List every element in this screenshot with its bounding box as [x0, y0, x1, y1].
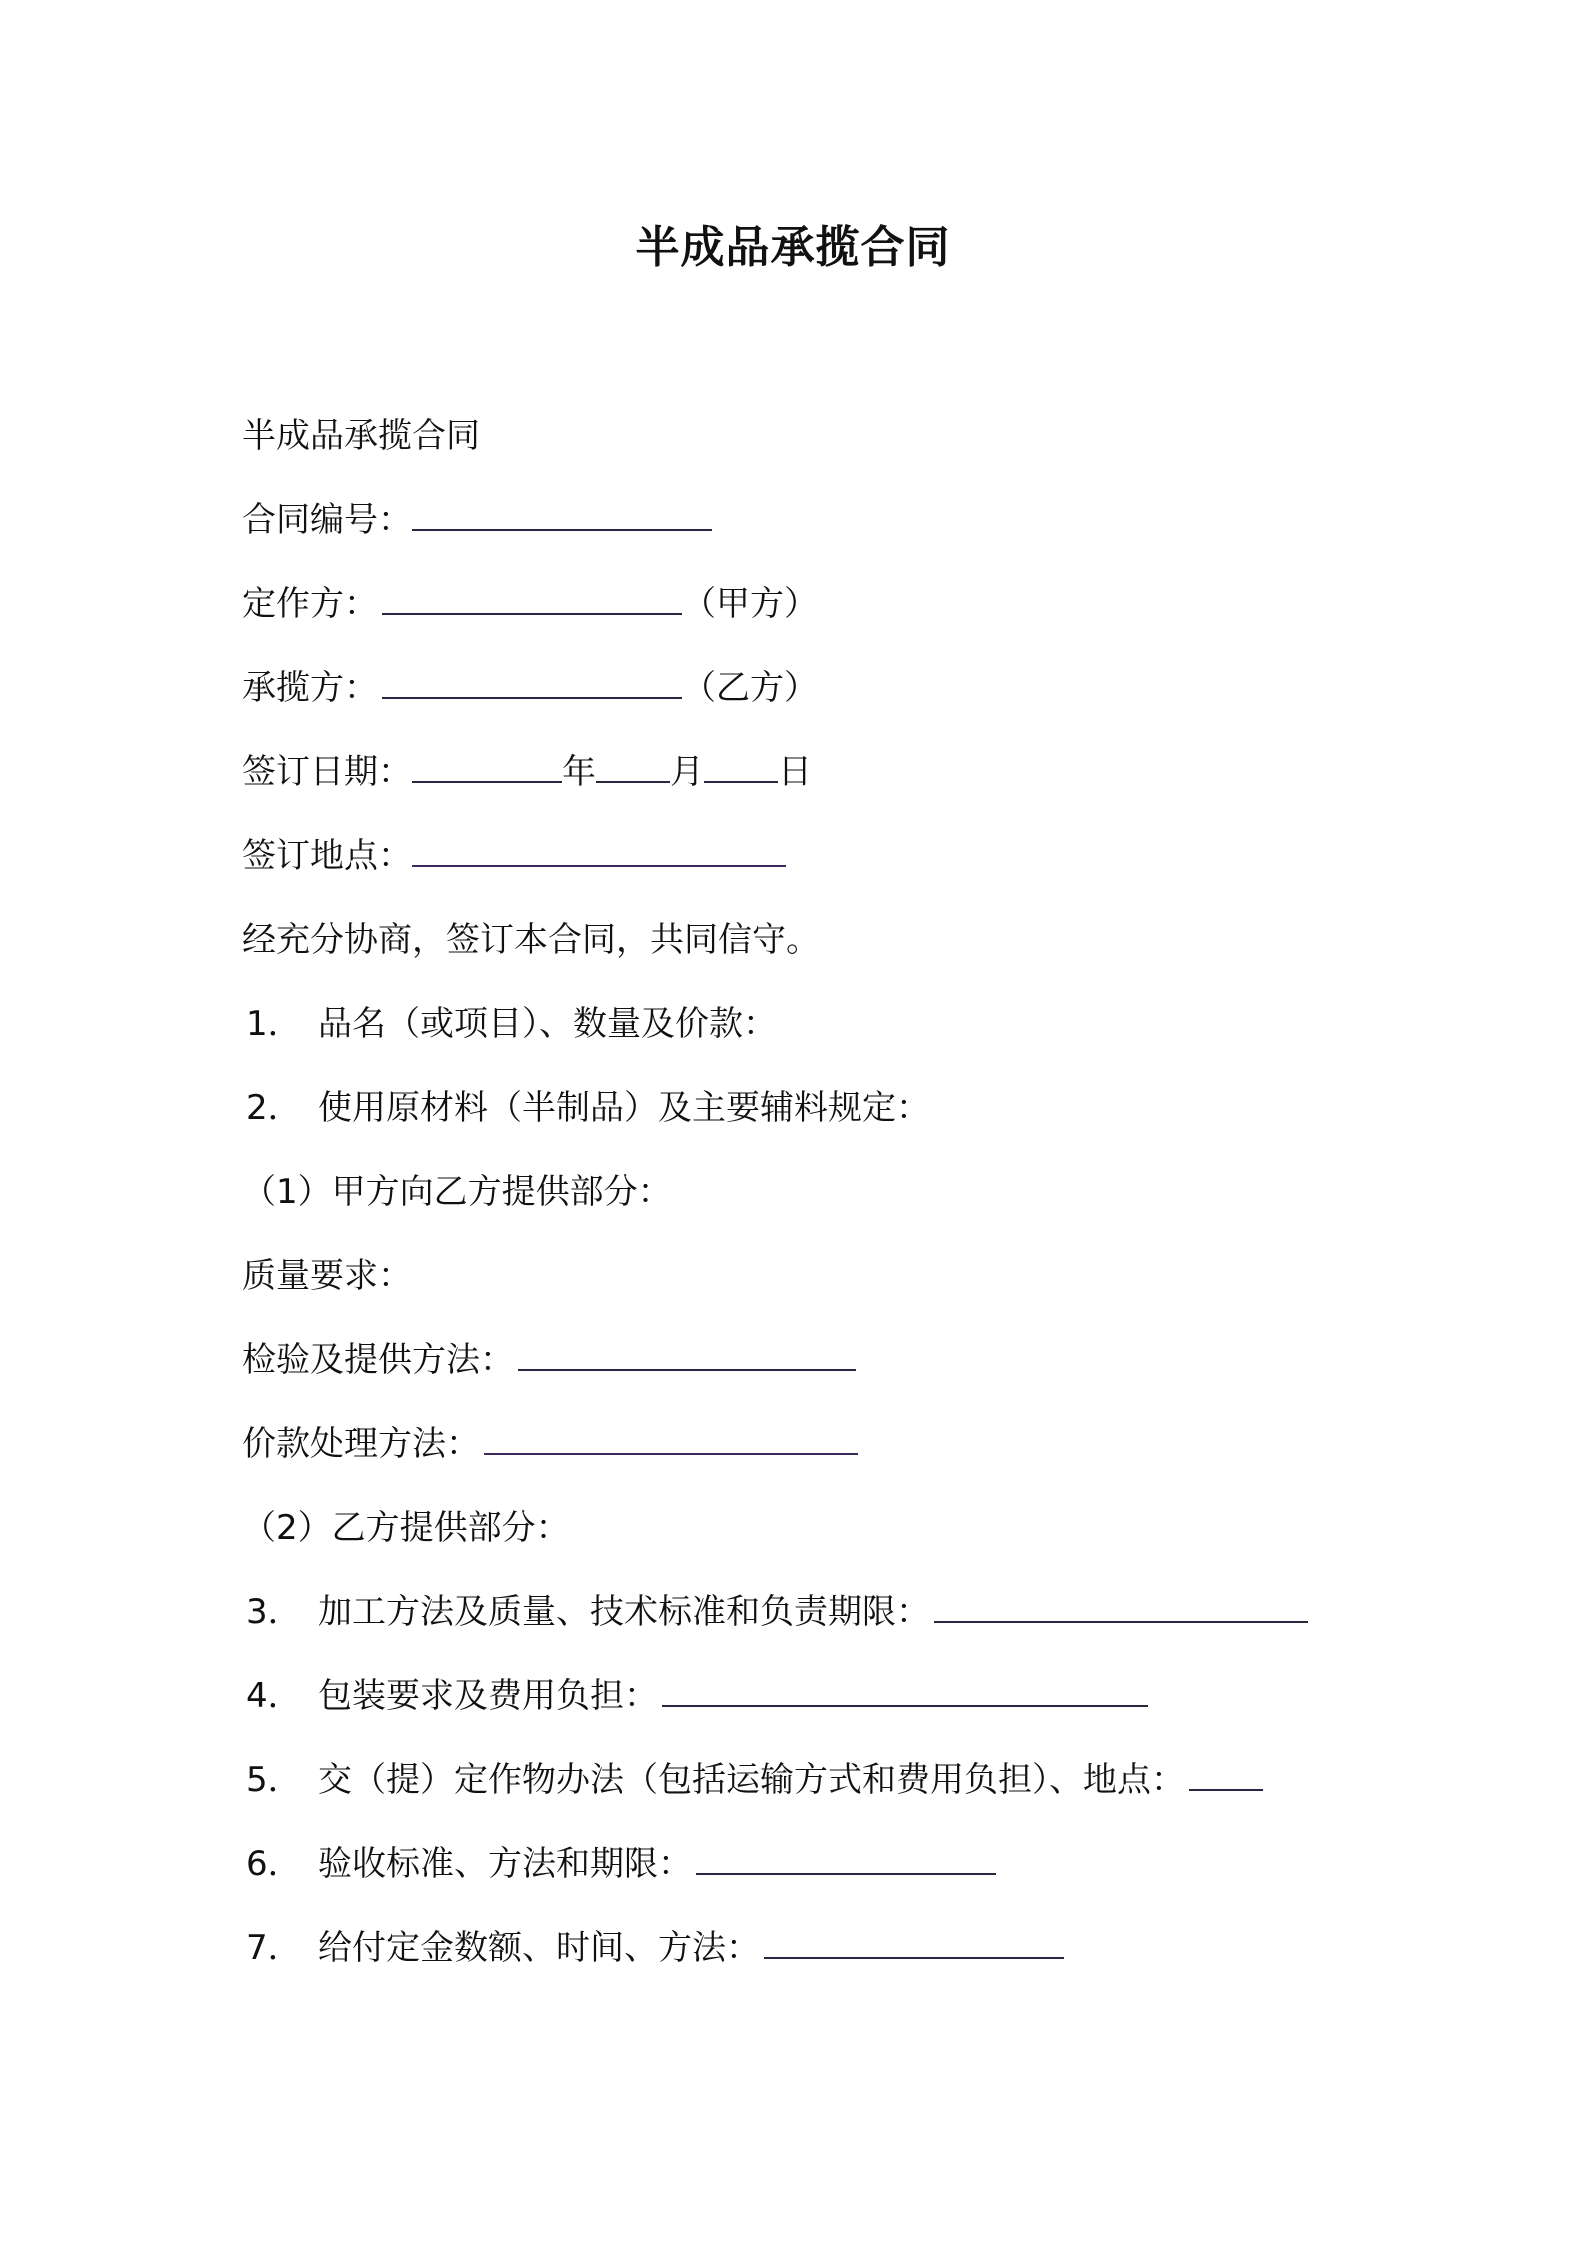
clause-1 — [242, 1000, 777, 1048]
clause-3 — [242, 1588, 1308, 1636]
price-row — [242, 1420, 858, 1468]
clause-6-field[interactable] — [696, 1843, 996, 1875]
orderer-row — [242, 580, 818, 628]
year-label: 年 — [562, 752, 596, 792]
sign-day-field[interactable] — [704, 751, 778, 783]
sign-date-label: 签订日期： — [242, 752, 412, 792]
price-field[interactable] — [484, 1423, 858, 1455]
sign-place-field[interactable] — [412, 835, 786, 867]
clause-6 — [242, 1840, 996, 1888]
subtitle-text: 半成品承揽合同 — [242, 416, 480, 456]
sign-place-label: 签订地点： — [242, 836, 412, 876]
clause-number: 6． — [246, 1844, 302, 1884]
contractor-label: 承揽方： — [242, 668, 378, 708]
clause-number: 3． — [246, 1592, 302, 1632]
sign-month-field[interactable] — [596, 751, 670, 783]
sub-clause-text: （2）乙方提供部分： — [242, 1508, 570, 1548]
clause-5-field[interactable] — [1189, 1759, 1263, 1791]
clause-2 — [242, 1084, 930, 1132]
preamble — [242, 916, 820, 964]
sign-date-row — [242, 748, 812, 796]
contract-number-field[interactable] — [412, 499, 712, 531]
clause-text: 加工方法及质量、技术标准和负责期限： — [318, 1592, 930, 1632]
clause-number: 5． — [246, 1760, 302, 1800]
sign-place-row — [242, 832, 786, 880]
clause-4-field[interactable] — [662, 1675, 1148, 1707]
month-label: 月 — [670, 752, 704, 792]
contractor-field[interactable] — [382, 667, 682, 699]
contract-number-label: 合同编号： — [242, 500, 412, 540]
clause-number: 1． — [246, 1004, 302, 1044]
contractor-suffix: （乙方） — [682, 668, 818, 708]
sign-year-field[interactable] — [412, 751, 562, 783]
clause-text: 验收标准、方法和期限： — [318, 1844, 692, 1884]
clause-text: 给付定金数额、时间、方法： — [318, 1928, 760, 1968]
sub-clause-1 — [242, 1168, 672, 1216]
price-label: 价款处理方法： — [242, 1424, 480, 1464]
clause-number: 2． — [246, 1088, 302, 1128]
quality-row — [242, 1252, 412, 1300]
clause-7 — [242, 1924, 1064, 1972]
document-title: 半成品承揽合同 — [635, 222, 951, 273]
orderer-field[interactable] — [382, 583, 682, 615]
sub-clause-text: （1）甲方向乙方提供部分： — [242, 1172, 672, 1212]
inspection-row — [242, 1336, 856, 1384]
clause-4 — [242, 1672, 1148, 1720]
preamble-text: 经充分协商，签订本合同，共同信守。 — [242, 920, 820, 960]
clause-text: 包装要求及费用负担： — [318, 1676, 658, 1716]
inspection-label: 检验及提供方法： — [242, 1340, 514, 1380]
inspection-field[interactable] — [518, 1339, 856, 1371]
clause-text: 使用原材料（半制品）及主要辅料规定： — [318, 1088, 930, 1128]
day-label: 日 — [778, 752, 812, 792]
contract-number-row — [242, 496, 712, 544]
orderer-label: 定作方： — [242, 584, 378, 624]
clause-text: 交（提）定作物办法（包括运输方式和费用负担）、地点： — [318, 1760, 1185, 1800]
clause-7-field[interactable] — [764, 1927, 1064, 1959]
sub-clause-2 — [242, 1504, 570, 1552]
document-subtitle — [242, 412, 480, 460]
clause-3-field[interactable] — [934, 1591, 1308, 1623]
orderer-suffix: （甲方） — [682, 584, 818, 624]
clause-5 — [242, 1756, 1263, 1804]
clause-number: 7． — [246, 1928, 302, 1968]
contractor-row — [242, 664, 818, 712]
clause-text: 品名（或项目）、数量及价款： — [318, 1004, 777, 1044]
clause-number: 4． — [246, 1676, 302, 1716]
quality-label: 质量要求： — [242, 1256, 412, 1296]
